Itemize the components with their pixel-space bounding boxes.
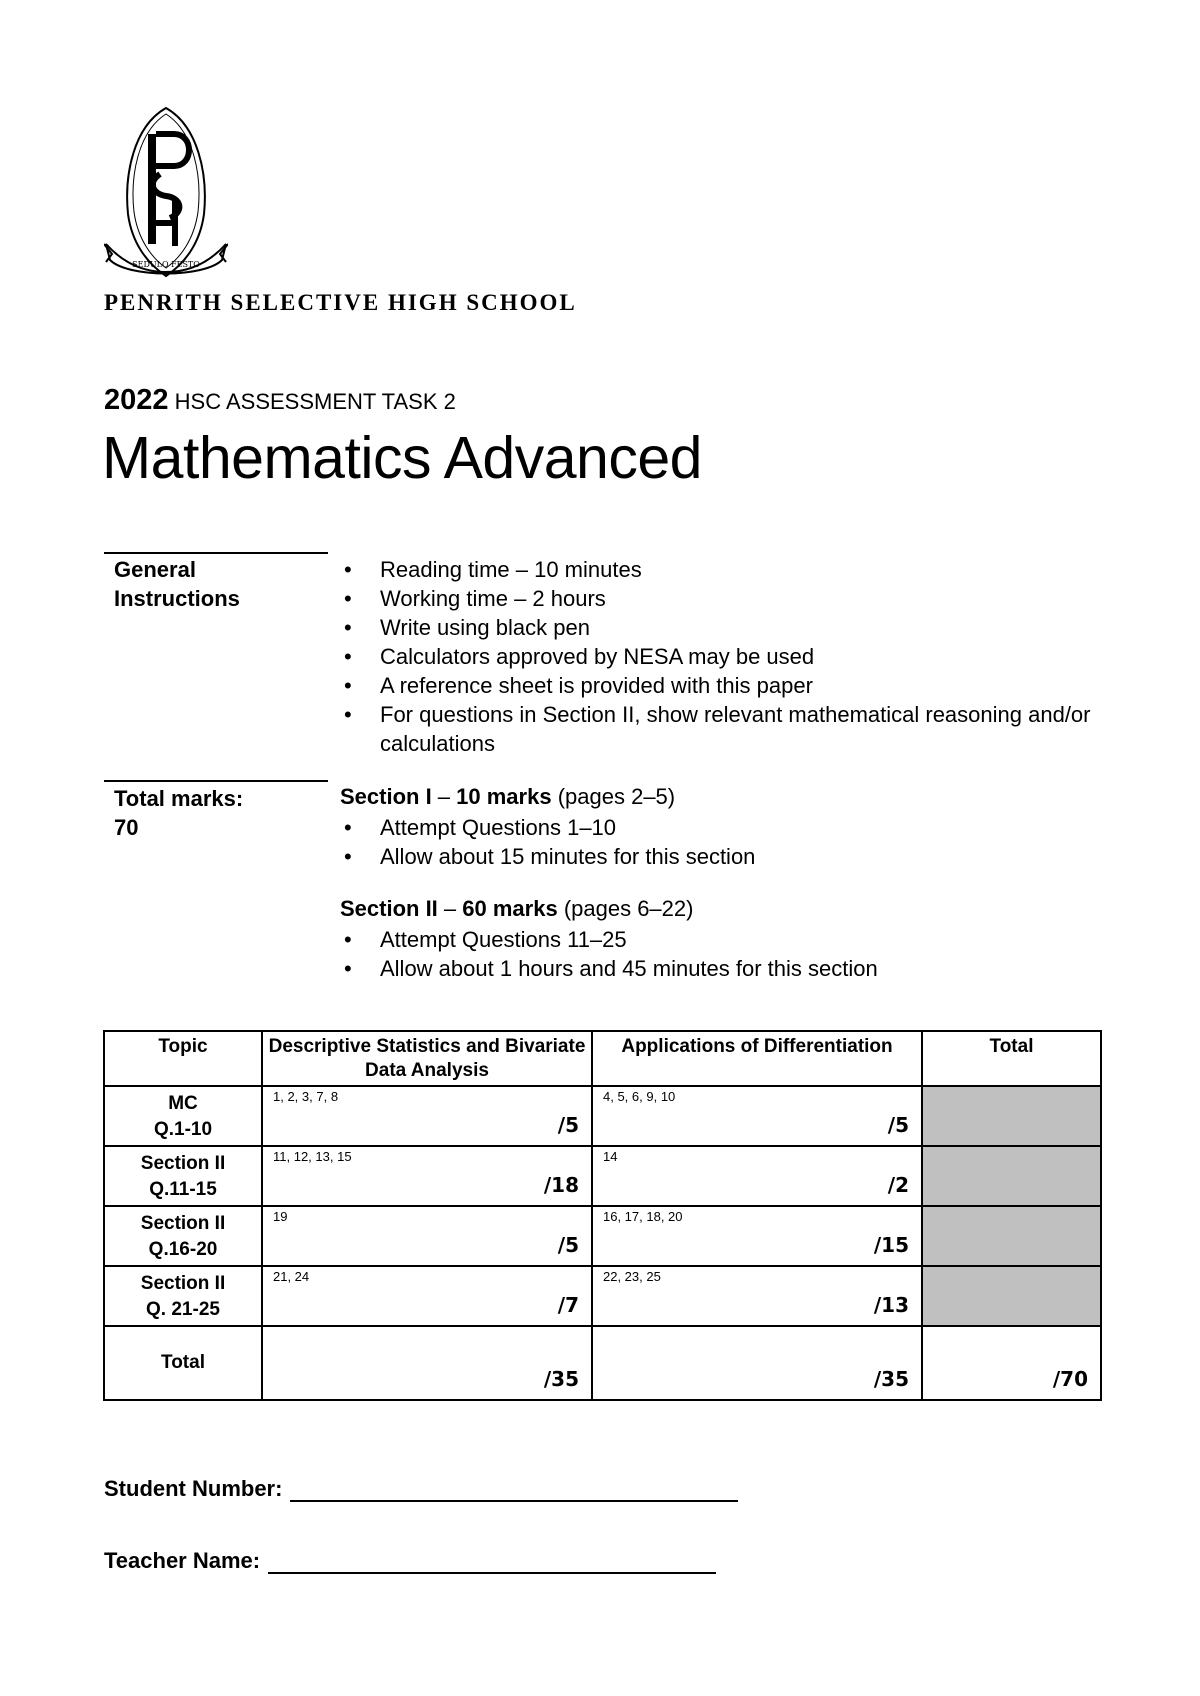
list-item: • Allow about 1 hours and 45 minutes for this section: [340, 954, 1120, 983]
marks-value: /35: [543, 1367, 579, 1391]
marks-cell: [262, 1146, 592, 1206]
total-cell: [262, 1326, 592, 1400]
student-number-line[interactable]: [290, 1478, 738, 1502]
marks-value: /15: [873, 1233, 909, 1257]
list-item: • Attempt Questions 1–10: [340, 813, 1120, 842]
marks-cell: [262, 1206, 592, 1266]
total-cell: [592, 1326, 922, 1400]
list-item: • Write using black pen: [340, 613, 1120, 642]
divider-total: [104, 780, 328, 782]
marks-table: [103, 1030, 1102, 1401]
list-item: • Working time – 2 hours: [340, 584, 1120, 613]
list-item: • For questions in Section II, show relevant mathematical reasoning and/or calculations: [340, 700, 1120, 758]
table-total-row: [104, 1326, 1101, 1400]
student-number-label: Student Number:: [104, 1476, 283, 1501]
teacher-name-line[interactable]: [268, 1550, 716, 1574]
header-statistics: Descriptive Statistics and Bivariate Data Analysis: [262, 1031, 592, 1086]
section1-heading: Section I – 10 marks (pages 2–5): [340, 784, 676, 809]
table-row: [104, 1086, 1101, 1146]
marks-value: /2: [887, 1173, 909, 1197]
marks-value: /70: [1052, 1367, 1088, 1391]
general-instructions-label: General Instructions: [114, 557, 240, 611]
list-item: • A reference sheet is provided with this paper: [340, 671, 1120, 700]
list-item: • Reading time – 10 minutes: [340, 555, 1120, 584]
divider-general: [104, 552, 328, 554]
marks-value: /5: [557, 1233, 579, 1257]
row-label: Section II Q.11-15: [104, 1146, 262, 1206]
task-title-line: [104, 384, 456, 417]
task-year: 2022: [104, 384, 169, 416]
student-number-field[interactable]: [104, 1476, 738, 1502]
total-marks-label: Total marks: 70: [114, 786, 244, 840]
question-list: 22, 23, 25: [603, 1269, 661, 1284]
grand-total-cell: [922, 1326, 1101, 1400]
question-list: 21, 24: [273, 1269, 310, 1284]
question-list: 14: [603, 1149, 618, 1164]
marks-value: /35: [873, 1367, 909, 1391]
marks-value: /7: [557, 1293, 579, 1317]
general-instructions-list: [340, 555, 1120, 758]
marks-value: /18: [543, 1173, 579, 1197]
table-header-row: [104, 1031, 1101, 1086]
section2-heading: Section II – 60 marks (pages 6–22): [340, 896, 694, 921]
list-item: • Attempt Questions 11–25: [340, 925, 1120, 954]
question-list: 19: [273, 1209, 288, 1224]
question-list: 4, 5, 6, 9, 10: [603, 1089, 676, 1104]
teacher-name-field[interactable]: [104, 1548, 716, 1574]
header-total: Total: [922, 1031, 1101, 1086]
question-list: 1, 2, 3, 7, 8: [273, 1089, 339, 1104]
marks-cell: [592, 1266, 922, 1326]
marks-value: /5: [557, 1113, 579, 1137]
teacher-name-label: Teacher Name:: [104, 1548, 261, 1573]
section1-list: [340, 813, 1120, 871]
school-crest-logo: [104, 104, 228, 282]
header-topic: Topic: [104, 1031, 262, 1086]
question-list: 16, 17, 18, 20: [603, 1209, 683, 1224]
school-name: PENRITH SELECTIVE HIGH SCHOOL: [104, 290, 577, 315]
marks-cell: [592, 1146, 922, 1206]
table-row: [104, 1206, 1101, 1266]
marks-cell: [592, 1086, 922, 1146]
shaded-cell: [922, 1206, 1101, 1266]
table-row: [104, 1146, 1101, 1206]
marks-cell: [592, 1206, 922, 1266]
section2-list: [340, 925, 1120, 983]
shaded-cell: [922, 1086, 1101, 1146]
header-differentiation: Applications of Differentiation: [592, 1031, 922, 1086]
total-row-label: Total: [104, 1326, 262, 1400]
shaded-cell: [922, 1266, 1101, 1326]
shaded-cell: [922, 1146, 1101, 1206]
crest-motto: SEDULO FESTO: [132, 260, 200, 269]
row-label: Section II Q. 21-25: [104, 1266, 262, 1326]
table-row: [104, 1266, 1101, 1326]
task-title: HSC ASSESSMENT TASK 2: [174, 389, 456, 414]
row-label: MC Q.1-10: [104, 1086, 262, 1146]
marks-cell: [262, 1086, 592, 1146]
row-label: Section II Q.16-20: [104, 1206, 262, 1266]
marks-cell: [262, 1266, 592, 1326]
question-list: 11, 12, 13, 15: [273, 1149, 352, 1164]
subject-title: Mathematics Advanced: [102, 425, 702, 491]
list-item: • Calculators approved by NESA may be used: [340, 642, 1120, 671]
list-item: • Allow about 15 minutes for this section: [340, 842, 1120, 871]
marks-value: /5: [887, 1113, 909, 1137]
marks-value: /13: [873, 1293, 909, 1317]
